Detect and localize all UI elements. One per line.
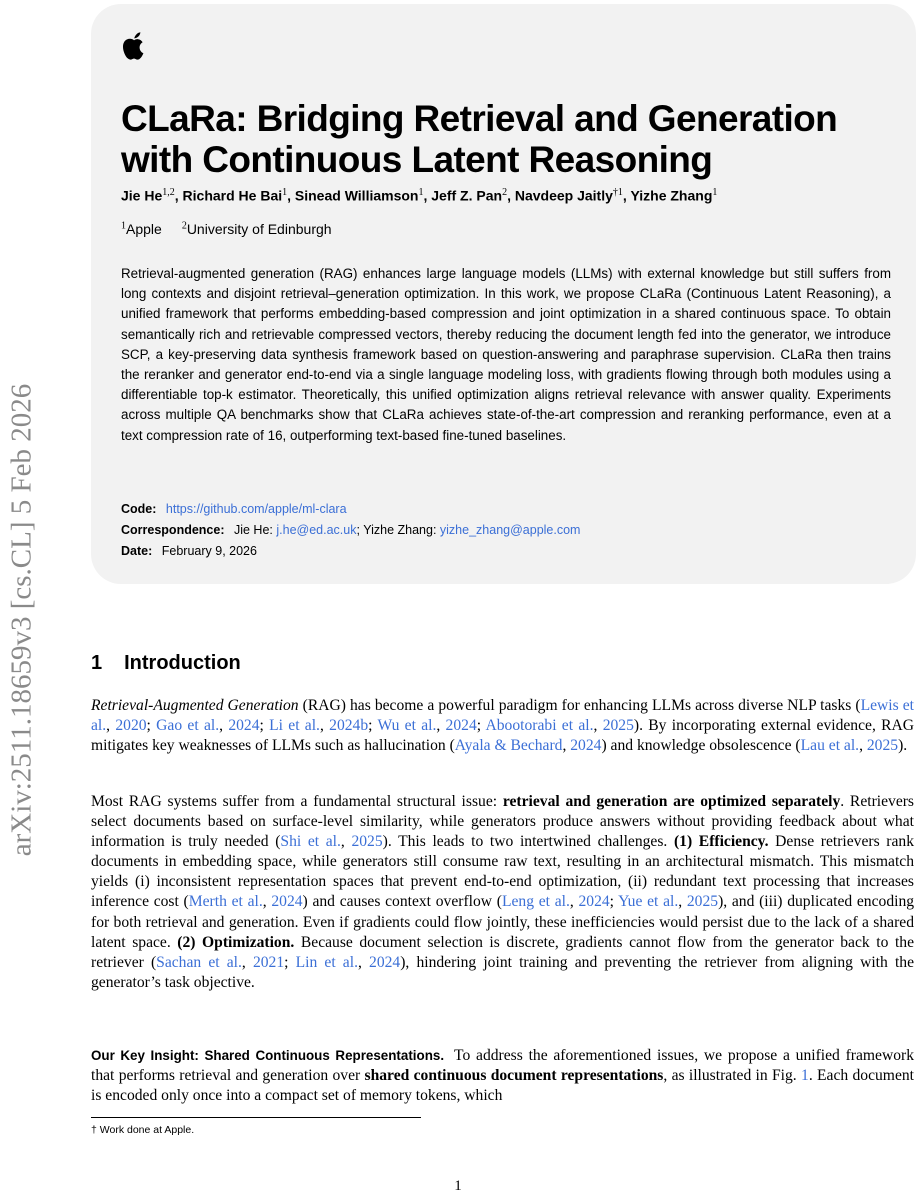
text-run: , as illustrated in Fig. (663, 1067, 802, 1085)
date-label: Date: (121, 544, 153, 558)
footnote-divider (91, 1117, 421, 1118)
author-list: Jie He$^{1,2}$, Richard He Bai$^1$, Sinead Williamson$^1$, Jeff Z. Pan$^2$, Navdeep Jaitly$^{\dagger 1}$, Yizhe Zhang$^1$ (121, 187, 718, 204)
date-line (121, 544, 257, 558)
date-value: February 9, 2026 (161, 544, 257, 558)
page-number: 1 (454, 1178, 462, 1194)
author-affiliation-mark: 1,2 (162, 187, 175, 198)
bold-phrase: (2) Optimization. (177, 933, 295, 951)
text-run: ). (898, 737, 908, 755)
text-run: Because document selection is discrete, gradients cannot flow from the generator back to the retriever ( (91, 933, 915, 971)
citation-link[interactable]: 1 (801, 1067, 809, 1085)
section-title: Introduction (124, 652, 241, 674)
affiliation-mark: 2 (181, 220, 187, 231)
author-affiliation-mark: 1 (418, 187, 424, 198)
title-line-2: with Continuous Latent Reasoning (121, 139, 713, 180)
arxiv-id-text: arXiv:2511.18659v3 [cs.CL] 5 Feb 2026 (5, 383, 38, 857)
correspondence-separator: ; (356, 523, 360, 537)
citation-link[interactable]: 2024 (369, 953, 401, 971)
citation-link[interactable]: 2025 (866, 737, 899, 755)
arxiv-identifier-stamp (0, 330, 44, 910)
correspondence-name-1: Jie He: (233, 523, 273, 537)
text-run: ; (476, 717, 486, 735)
text-run: , (241, 953, 253, 971)
italic-term: Retrieval-Augmented Generation (91, 697, 299, 714)
citation-link[interactable]: Lin et al. (295, 953, 358, 971)
text-run: ). By incorporating external evidence, RAG mitigates key weaknesses of LLMs such as hallucination ( (91, 717, 915, 755)
author-name: Jeff Z. Pan (431, 187, 503, 204)
text-run: ) and causes context overflow ( (302, 893, 502, 911)
citation-link[interactable]: 2024 (445, 717, 477, 735)
citation-link[interactable]: Lewis et al. (91, 697, 914, 735)
citation-link[interactable]: Li et al. (269, 717, 320, 735)
text-run: ; (609, 893, 619, 911)
text-run: ; (259, 717, 270, 735)
correspondence-label: Correspondence: (121, 523, 225, 537)
citation-link[interactable]: Lau et al. (800, 737, 860, 755)
text-run: To address the aforementioned issues, we propose a unified framework that performs retrieval and generation over (91, 1047, 914, 1085)
text-run: ; (284, 953, 296, 971)
citation-link[interactable]: Merth et al. (188, 893, 263, 911)
text-run: Dense retrievers rank documents in embedding space, while generators still consume raw text, resulting in an architectural mismatch. This mismatch yields (i) inconsistent representation spaces that prevent end-to-end optimization, (ii) redundant text processing that increases inference cost ( (91, 833, 915, 911)
abstract: Retrieval-augmented generation (RAG) enhances large language models (LLMs) with external knowledge but still suffers from long contexts and disjoint retrieval–generation optimization. In this work, we propose CLaRa (Continuous Latent Reasoning), a unified framework that performs embedding-based compression and joint optimization in a shared continuous space. To obtain semantically rich and retrievable compressed vectors, thereby reducing the document length fed into the generator, we introduce SCP, a key-preserving data synthesis framework based on question-answering and paraphrase supervision. CLaRa then trains the reranker and generator end-to-end via a single language modeling loss, with gradients flowing through both modules using a differentiable top-k estimator. Theoretically, this unified optimization aligns retrieval relevance with answer quality. Experiments across multiple QA benchmarks show that CLaRa achieves state-of-the-art compression and reranking performance, even at a text compression rate of 16, outperforming text-based fine-tuned baselines. (121, 266, 891, 443)
text-run: , (357, 953, 370, 971)
apple-logo-icon (121, 30, 147, 62)
author-affiliation-mark: 1 (282, 187, 288, 198)
author-affiliation-mark: 1 (712, 187, 718, 198)
section-number: 1 (91, 652, 103, 674)
paragraph-heading: Our Key Insight: Shared Continuous Representations. (91, 1048, 445, 1063)
citation-link[interactable]: 2021 (252, 953, 285, 971)
author-name: Jie He (121, 187, 163, 204)
text-run: ), and (iii) duplicated encoding for both retrieval and generation. Even if gradients could flow jointly, these inefficiencies would persist due to the lack of a shared latent space. (91, 893, 915, 951)
text-run: , (593, 717, 603, 735)
affiliation-item (182, 221, 332, 237)
text-run: , (562, 737, 571, 755)
citation-link[interactable]: Abootorabi et al. (485, 717, 594, 735)
text-run: . Each document is encoded only once into a compact set of memory tokens, which (91, 1067, 914, 1105)
text-run: ). This leads to two intertwined challenges. (382, 833, 674, 851)
citation-link[interactable]: 2025 (602, 717, 634, 735)
affiliation-mark: 1 (121, 220, 126, 231)
bold-phrase: shared continuous document representations (364, 1067, 664, 1085)
citation-link[interactable]: 2024 (271, 893, 303, 911)
text-run: ), hindering joint training and preventing the retriever from aligning with the generator’s task objective. (91, 953, 915, 991)
title-line-1: CLaRa: Bridging Retrieval and Generation (121, 98, 838, 139)
paper-title (121, 98, 901, 180)
text-run: , (319, 717, 330, 735)
citation-link[interactable]: Yue et al. (618, 893, 679, 911)
section-heading (91, 652, 241, 675)
citation-link[interactable]: Leng et al. (501, 893, 570, 911)
text-run: . Retrievers select documents based on surface-level similarity, while generators produce answers without providing feedback about what information is truly needed ( (91, 793, 915, 851)
text-run: (RAG) has become a powerful paradigm for enhancing LLMs across diverse NLP tasks ( (298, 697, 861, 714)
affiliation-list (121, 220, 352, 237)
author-name: Yizhe Zhang (630, 187, 713, 204)
citation-link[interactable]: 2024 (578, 893, 610, 911)
correspondence-email-2[interactable]: yizhe_zhang@apple.com (439, 523, 581, 537)
author-affiliation-mark: 2 (502, 187, 508, 198)
citation-link[interactable]: 2020 (115, 717, 147, 735)
code-line (121, 502, 347, 516)
author-affiliation-mark: †1 (612, 187, 623, 198)
citation-link[interactable]: Shi et al. (280, 833, 341, 851)
text-run: , (436, 717, 446, 735)
text-run: , (340, 833, 352, 851)
citation-link[interactable]: 2024b (329, 717, 369, 735)
correspondence-name-2: Yizhe Zhang: (363, 523, 437, 537)
text-run: , (859, 737, 867, 755)
author-name: Sinead Williamson (294, 187, 419, 204)
text-run: ; (146, 717, 157, 735)
text-run: , (219, 717, 229, 735)
intro-paragraph-1 (91, 696, 914, 756)
text-run: ) and knowledge obsolescence ( (601, 737, 801, 755)
code-label: Code: (121, 502, 157, 516)
correspondence-email-1[interactable]: j.he@ed.ac.uk (276, 523, 357, 537)
citation-link[interactable]: Ayala & Bechard (454, 737, 563, 755)
affiliation-name: University of Edinburgh (186, 220, 332, 237)
citation-link[interactable]: 2024 (570, 737, 602, 755)
intro-paragraph-3 (91, 1046, 914, 1106)
citation-link[interactable]: 2024 (228, 717, 260, 735)
text-run: ; (368, 717, 378, 735)
citation-link[interactable]: Wu et al. (377, 717, 437, 735)
citation-link[interactable]: 2025 (351, 833, 383, 851)
affiliation-item (121, 221, 162, 237)
affiliation-name: Apple (126, 220, 162, 237)
intro-paragraph-2 (91, 792, 914, 993)
citation-link[interactable]: Gao et al. (156, 717, 220, 735)
text-run: Most RAG systems suffer from a fundamental structural issue: (91, 793, 503, 810)
correspondence-line (121, 523, 580, 537)
code-link[interactable]: https://github.com/apple/ml-clara (165, 502, 347, 516)
text-run: , (678, 893, 687, 911)
citation-link[interactable]: Sachan et al. (156, 953, 242, 971)
text-run: , (569, 893, 579, 911)
text-run: , (106, 717, 116, 735)
citation-link[interactable]: 2025 (686, 893, 719, 911)
bold-phrase: (1) Efficiency. (673, 833, 769, 851)
footnote: † Work done at Apple. (91, 1124, 195, 1136)
author-name: Richard He Bai (182, 187, 283, 204)
text-run: , (262, 893, 272, 911)
bold-phrase: retrieval and generation are optimized separately (502, 793, 841, 810)
author-name: Navdeep Jaitly (514, 187, 613, 204)
